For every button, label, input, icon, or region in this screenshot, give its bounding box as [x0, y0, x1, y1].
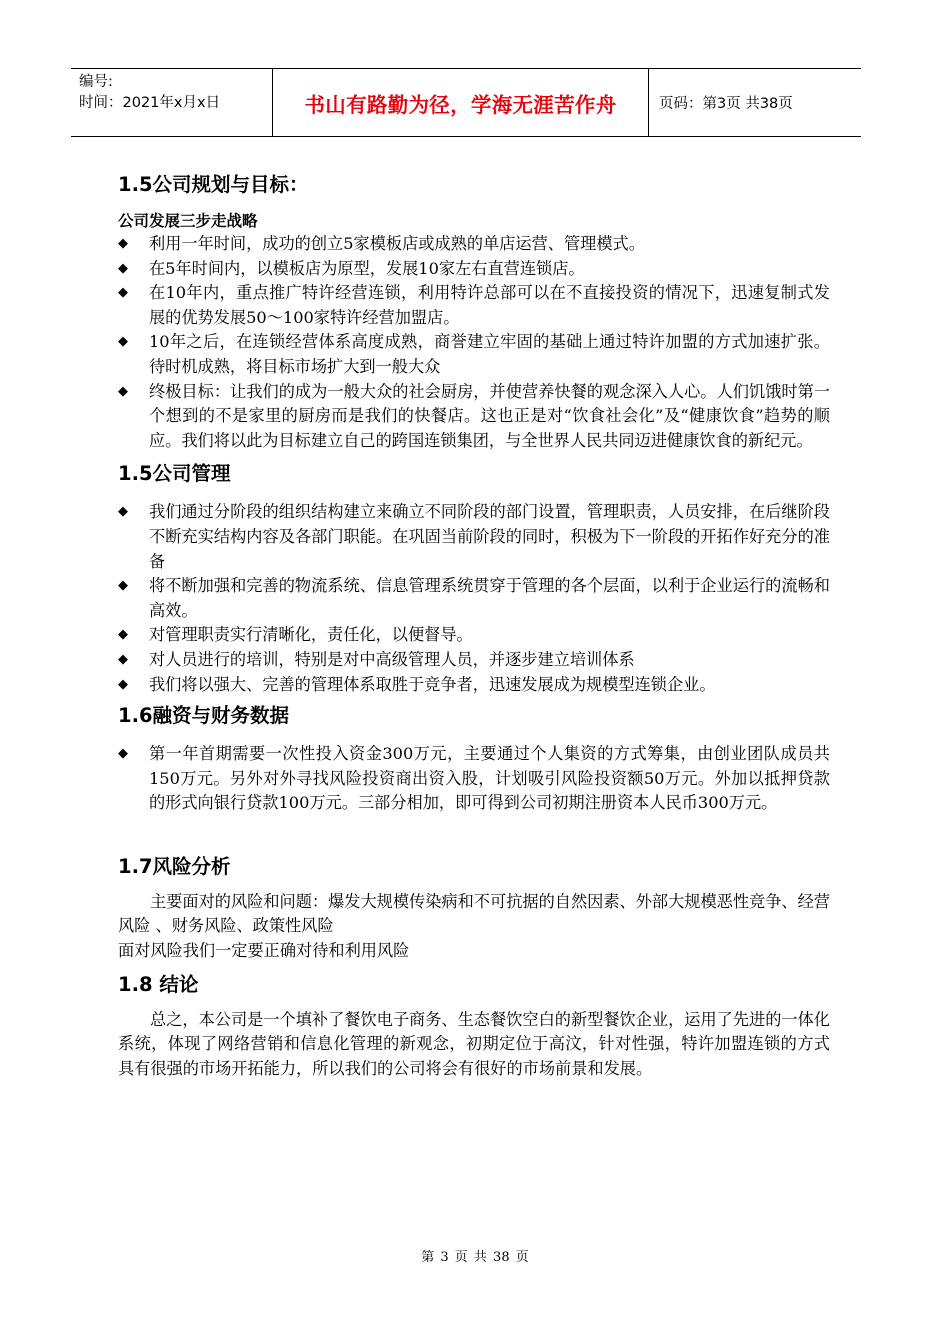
diamond-bullet-icon: ◆ — [118, 260, 128, 276]
list-item: ◆ 对人员进行的培训，特别是对中高级管理人员，并逐步建立培训体系 — [118, 648, 830, 673]
conclusion-paragraph: 总之，本公司是一个填补了餐饮电子商务、生态餐饮空白的新型餐饮企业，运用了先进的一体化系统，体现了网络营销和信息化管理的新观念，初期定位于高汶，针对性强，特许加盟连锁的方式具有很强的市场开拓能力，所以我们的公司将会有很好的市场前景和发展。 — [118, 1009, 830, 1078]
diamond-bullet-icon: ◆ — [118, 236, 128, 251]
section-risk — [118, 852, 830, 964]
section-conclusion — [118, 970, 830, 1082]
section-title: 1.8 结论 — [118, 972, 199, 996]
risk-paragraph: 主要面对的风险和问题：爆发大规模传染病和不可抗据的自然因素、外部大规模恶性竞争、经营风险 、财务风险、政策性风险 — [118, 891, 830, 936]
section-subtitle: 公司发展三步走战略 — [118, 212, 258, 230]
header-page-label: 页码：第3页 共38页 — [659, 96, 793, 112]
bullet-list — [118, 232, 830, 453]
diamond-bullet-icon: ◆ — [118, 746, 128, 762]
document-number-label: 编号: — [79, 74, 113, 90]
list-item: ◆ 终极目标：让我们的成为一般大众的社会厨房，并使营养快餐的观念深入人心。人们饥饿时第一个想到的不是家里的厨房而是我们的快餐店。这也正是对“饮食社会化”及“健康饮食”趋势的顺应。我们将以此为目标建立自己的跨国连锁集团，与全世界人民共同迈进健康饮食的新纪元。 — [118, 381, 830, 450]
list-item: ◆ 我们通过分阶段的组织结构建立来确立不同阶段的部门设置，管理职责，人员安排，在后继阶段不断充实结构内容及各部门职能。在巩固当前阶段的同时，积极为下一阶段的开拓作好充分的准备 — [118, 502, 830, 571]
section-title: 1.5公司管理 — [118, 462, 231, 486]
section-plan — [118, 170, 830, 453]
diamond-bullet-icon: ◆ — [118, 383, 128, 399]
diamond-bullet-icon: ◆ — [118, 504, 128, 520]
list-item: ◆ 对管理职责实行清晰化，责任化，以便督导。 — [118, 623, 830, 648]
header-motto: 书山有路勤为径，学海无涯苦作舟 — [273, 69, 649, 136]
list-item: ◆ 第一年首期需要一次性投入资金300万元，主要通过个人集资的方式筹集，由创业团队成员共150万元。另外对外寻找风险投资商出资入股，计划吸引风险投资额50万元。外加以抵押贷款的形式向银行贷款100万元。三部分相加，即可得到公司初期注册资本人民币300万元。 — [118, 744, 830, 813]
list-item: ◆ 利用一年时间，成功的创立5家模板店或成熟的单店运营、管理模式。 — [118, 232, 830, 257]
section-management — [118, 459, 830, 697]
list-item: ◆ 我们将以强大、完善的管理体系取胜于竞争者，迅速发展成为规模型连锁企业。 — [118, 673, 830, 698]
document-time-label: 时间：2021年x月x日 — [79, 95, 221, 111]
bullet-list — [118, 742, 830, 816]
list-item: ◆ 10年之后，在连锁经营体系高度成熟，商誉建立牢固的基础上通过特许加盟的方式加速扩张。待时机成熟，将目标市场扩大到一般大众 — [118, 332, 830, 376]
diamond-bullet-icon: ◆ — [118, 578, 128, 594]
page-header — [71, 68, 861, 137]
diamond-bullet-icon: ◆ — [118, 334, 128, 350]
diamond-bullet-icon: ◆ — [118, 651, 128, 667]
page-footer: 第 3 页 共 38 页 — [421, 1250, 529, 1265]
list-item: ◆ 将不断加强和完善的物流系统、信息管理系统贯穿于管理的各个层面，以利于企业运行的流畅和高效。 — [118, 576, 830, 620]
document-body — [118, 170, 830, 1081]
list-item: ◆ 在10年内，重点推广特许经营连锁，利用特许总部可以在不直接投资的情况下，迅速复制式发展的优势发展50～100家特许经营加盟店。 — [118, 283, 830, 327]
section-title: 1.7风险分析 — [118, 854, 231, 878]
diamond-bullet-icon: ◆ — [118, 627, 128, 643]
diamond-bullet-icon: ◆ — [118, 676, 128, 692]
section-title: 1.5公司规划与目标： — [118, 173, 309, 196]
section-title: 1.6融资与财务数据 — [118, 704, 290, 728]
diamond-bullet-icon: ◆ — [118, 285, 128, 301]
section-finance — [118, 701, 830, 816]
list-item: ◆ 在5年时间内，以模板店为原型，发展10家左右直营连锁店。 — [118, 257, 830, 282]
bullet-list — [118, 500, 830, 697]
risk-paragraph: 面对风险我们一定要正确对待和利用风险 — [118, 941, 410, 961]
header-meta — [71, 69, 273, 136]
